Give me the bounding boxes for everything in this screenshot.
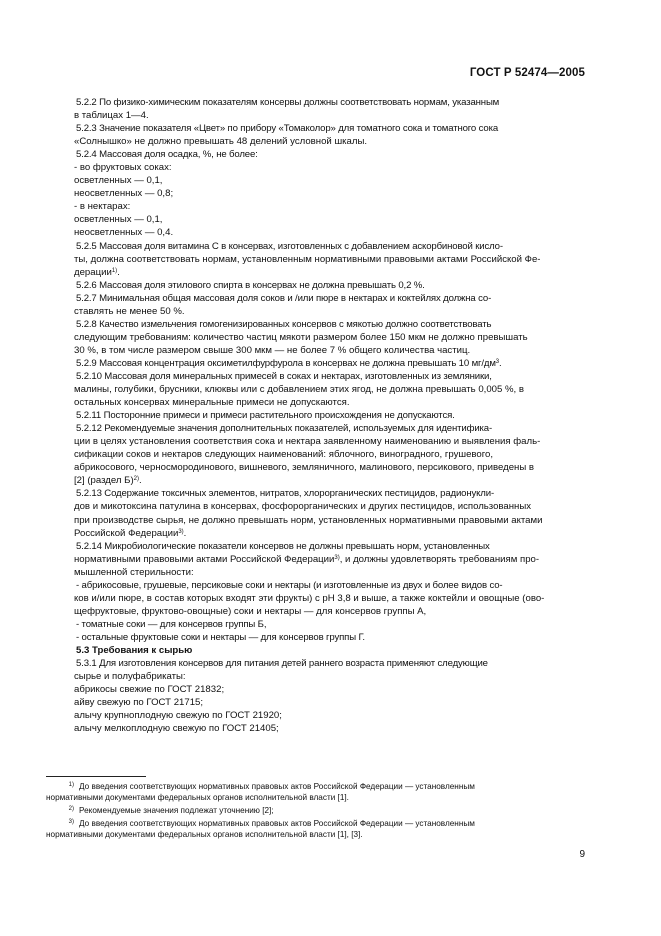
text-line: 5.2.12 Рекомендуемые значения дополнительных показателей, используемых для идентифика- [76,423,493,435]
text-line: ставлять не менее 50 %. [74,305,185,317]
text-line: 5.2.9 Массовая концентрация оксиметилфурфурола в консервах не должна превышать 10 $мг/дм^3$. [76,357,502,369]
text-line: 5.2.8 Качество измельчения гомогенизированных консервов с мякотью должно соответствовать [76,318,492,330]
footnotes [46,781,588,842]
text-line: 5.2.14 Микробиологические показатели консервов не должны превышать норм, установленных [76,540,490,552]
text-line: сырье и полуфабрикаты: [74,671,186,683]
text-line: в таблицах 1—4. [74,110,149,122]
text-line: ков и/или пюре, в состав которых входят эти фрукты) с рН 3,8 и выше, а также коктейли и овощные (ово- [74,592,545,604]
document-code: ГОСТ Р 52474—2005 [469,67,585,79]
text-line: - остальные фруктовые соки и нектары — для консервов группы Г. [76,631,365,643]
footnote-separator [46,776,146,777]
text-line: 5.2.7 Минимальная общая массовая доля соков и /или пюре в нектарах и коктейлях должна со- [76,292,492,304]
text-line: малины, голубики, брусники, клюквы или с добавлением этих ягод, не должна превышать 0,005 %, в [74,384,524,396]
text-line: 30 %, в том числе размером свыше 300 мкм — не более 7 % общего количества частиц. [74,344,471,356]
section-heading: 5.3 Требования к сырью [76,644,193,656]
text-line: мышленной стерильности: [74,566,194,578]
text-line: 5.2.13 Содержание токсичных элементов, нитратов, хлорорганических пестицидов, радионукли- [76,488,495,500]
text-line: - в нектарах: [74,201,131,213]
text-line: следующим требованиям: количество частиц мякоти размером более 150 мкм не должно превышать [74,331,528,343]
text-line: 5.2.6 Массовая доля этилового спирта в консервах не должна превышать 0,2 %. [76,279,425,291]
text-line: алычу мелкоплодную свежую по ГОСТ 21405; [74,723,279,735]
footnote: $^{2)}$ Рекомендуемые значения подлежат уточнению [2]; [68,805,274,815]
text-line: «Солнышко» не должно превышать 48 делений условной шкалы. [74,136,368,148]
text-line: сификации соков и нектаров следующих наименований: яблочного, виноградного, грушевого, [74,449,494,461]
text-line: дерации$^{1)}$. [74,266,120,278]
text-line: остальных консервах минеральные примеси не допускаются. [74,397,350,409]
text-line: алычу крупноплодную свежую по ГОСТ 21920; [74,710,282,722]
text-line: айву свежую по ГОСТ 21715; [74,697,204,709]
text-line: - томатные соки — для консервов группы Б, [76,618,267,630]
text-line: - во фруктовых соках: [74,162,172,174]
text-line: осветленных — 0,1, [74,214,163,226]
footnote: $^{1)}$ До введения соответствующих нормативных правовых актов Российской Федерации — установленным нормативными документами федеральных органов исполнительной власти [1]. [46,782,475,803]
text-line: ты, должна соответствовать нормам, установленным нормативными правовыми актами Российской Фе- [74,253,541,265]
text-line: 5.2.2 По физико-химическим показателям консервы должны соответствовать нормам, указанным [76,97,500,108]
text-line: абрикосового, черносмородинового, вишневого, земляничного, малинового, персикового, приведены в [74,462,535,474]
text-line: 5.2.4 Массовая доля осадка, %, не более: [76,149,258,161]
text-line: ции в целях установления соответствия сока и нектара заявленному наименованию и выявления фаль- [74,436,541,448]
text-line: 5.2.11 Посторонние примеси и примеси растительного происхождения не допускаются. [76,410,455,422]
text-line: неосветленных — 0,4. [74,227,174,239]
page-number: 9 [579,849,585,860]
text-line: неосветленных — 0,8; [74,188,174,200]
text-line: абрикосы свежие по ГОСТ 21832; [74,684,225,696]
main-text [74,96,588,735]
text-line: 5.2.5 Массовая доля витамина С в консервах, изготовленных с добавлением аскорбиновой кисло- [76,240,503,252]
text-line: щефруктовые, фруктово-овощные) соки и нектары — для консервов группы А, [74,605,427,617]
text-line: [2] (раздел Б)$^{2)}$. [74,475,142,487]
text-line: при производстве сырья, не должно превышать норм, установленных нормативными правовыми актами [74,514,543,526]
text-line: 5.3.1 Для изготовления консервов для питания детей раннего возраста применяют следующие [76,658,488,670]
footnote: $^{3)}$ До введения соответствующих нормативных правовых актов Российской Федерации — установленным нормативными документами федеральных органов исполнительной власти [1], [3]. [46,818,475,839]
text-line: 5.2.3 Значение показателя «Цвет» по прибору «Томаколор» для томатного сока и томатного сока [76,123,499,135]
text-line: осветленных — 0,1, [74,175,163,187]
text-line: - абрикосовые, грушевые, персиковые соки и нектары (и изготовленные из двух и более видов со- [76,579,503,591]
text-line: Российской Федерации$^{3)}$. [74,527,187,539]
text-line: нормативными правовыми актами Российской Федерации$^{3)}$, и должны удовлетворять требованиям про- [74,553,540,565]
text-line: 5.2.10 Массовая доля минеральных примесей в соках и нектарах, изготовленных из земляники, [76,370,492,382]
text-line: дов и микотоксина патулина в консервах, фосфорорганических и других пестицидов, использованных [74,501,532,513]
